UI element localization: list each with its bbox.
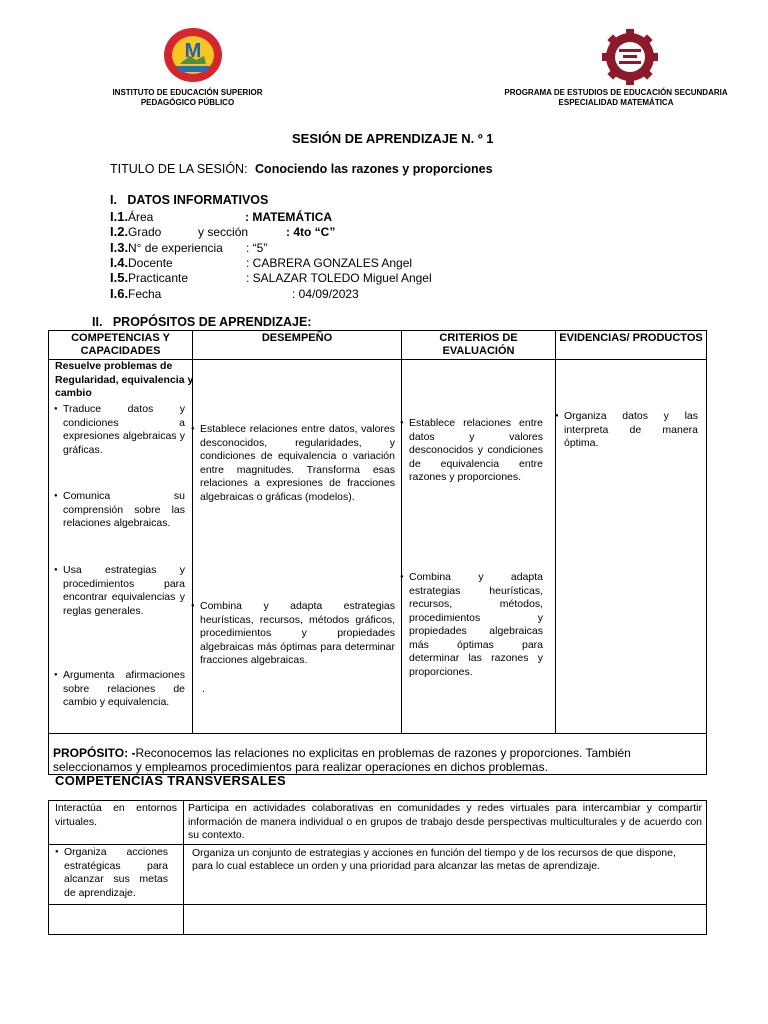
criteria-item: ● Establece relaciones entre datos y valores desconocidos y condiciones de equivalencia entre razones y proporciones. [409, 417, 543, 485]
empty-cell [49, 904, 184, 934]
info-row-date: I.6.Fecha : 04/09/2023 [110, 286, 359, 301]
transversal-competence: Interactúa en entornos virtuales. [49, 801, 184, 845]
info-row-practitioner: I.5.Practicante : SALAZAR TOLEDO Miguel Angel [110, 270, 432, 285]
purpose-cell [49, 734, 707, 775]
transversal-competence: ● Organiza acciones estratégicas para alcanzar sus metas de aprendizaje. [64, 846, 168, 900]
criteria-item: ● Combina y adapta estrategias heurísticas, recursos, métodos, procedimientos y propiedades algebraicas más óptimas para determinar las razones y proporciones. [409, 571, 543, 679]
purpose-text: Reconocemos las relaciones no explicitas en problemas de razones y proporciones. También seleccionamos y empleamos procedimientos para realizar operaciones en dichos problemas. [53, 746, 631, 774]
info-row-area: I.1.Área : MATEMÁTICA [110, 209, 333, 224]
transversal-description: Participa en actividades colaborativas en comunidades y redes virtuales para intercambiar y compartir información de manera individual o en grupos de trabajo desde perspectivas multiculturales y de acuerdo con su contexto. [184, 801, 707, 845]
institution-name: INSTITUTO DE EDUCACIÓN SUPERIOR PEDAGÓGICO PÚBLICO [112, 88, 263, 107]
transversal-heading: COMPETENCIAS TRANSVERSALES [55, 773, 286, 788]
info-row-grade: I.2.Grado y sección : 4to “C” [110, 224, 336, 239]
capacity-item: ● Argumenta afirmaciones sobre relaciones de cambio y equivalencia. [63, 669, 185, 710]
institute-logo [162, 26, 224, 84]
capacity-item: ● Traduce datos y condiciones a expresiones algebraicas y gráficas. [63, 403, 185, 457]
col-header-performance: DESEMPEÑO [193, 331, 402, 360]
purpose-label: PROPÓSITO: - [53, 746, 136, 760]
col-header-criteria: CRITERIOS DE EVALUACIÓN [402, 331, 556, 360]
capacity-item: ● Usa estrategias y procedimientos para encontrar equivalencias y reglas generales. [63, 564, 185, 618]
capacity-item: ● Comunica su comprensión sobre las relaciones algebraicas. [63, 490, 185, 531]
transversal-description: Organiza un conjunto de estrategias y acciones en función del tiempo y de los recursos de que dispone, para lo cual establece un orden y una prioridad para alcanzar las metas de aprendizaje. [184, 844, 707, 904]
section-2-heading: II. PROPÓSITOS DE APRENDIZAJE: [92, 315, 312, 329]
performance-dot: . [202, 683, 206, 695]
info-row-experience: I.3.N° de experiencia : “5” [110, 240, 268, 255]
competence-title: Resuelve problemas de Regularidad, equivalencia y cambio [55, 360, 194, 399]
col-header-evidence: EVIDENCIAS/ PRODUCTOS [556, 331, 707, 360]
program-name: PROGRAMA DE ESTUDIOS DE EDUCACIÓN SECUNDARIA ESPECIALIDAD MATEMÁTICA [504, 88, 728, 107]
info-row-teacher: I.4.Docente : CABRERA GONZALES Angel [110, 255, 413, 270]
logo-letter: M [184, 40, 202, 62]
performance-cell [193, 360, 402, 734]
section-1-heading: I. DATOS INFORMATIVOS [110, 193, 269, 207]
document-title: SESIÓN DE APRENDIZAJE N. º 1 [292, 131, 494, 146]
evidence-item: ● Organiza datos y las interpreta de manera óptima. [564, 410, 698, 451]
session-title-label: TITULO DE LA SESIÓN: [110, 162, 248, 176]
performance-item: ● Combina y adapta estrategias heurísticas, recursos, métodos gráficos, procedimientos y propiedades algebraicas más óptimas para determinar fracciones algebraicas. [200, 600, 395, 668]
empty-cell [184, 904, 707, 934]
performance-item: ● Establece relaciones entre datos, valores desconocidos, regularidades, y condiciones de equivalencia o variación entre magnitudes. Transforma esas relaciones a expresiones de fracciones algebraicas o gráficas (modelos). [200, 423, 395, 504]
col-header-competencies: COMPETENCIAS Y CAPACIDADES [49, 331, 193, 360]
session-title-value: Conociendo las razones y proporciones [255, 162, 493, 176]
session-title [110, 162, 493, 176]
gear-logo-icon [597, 27, 663, 85]
